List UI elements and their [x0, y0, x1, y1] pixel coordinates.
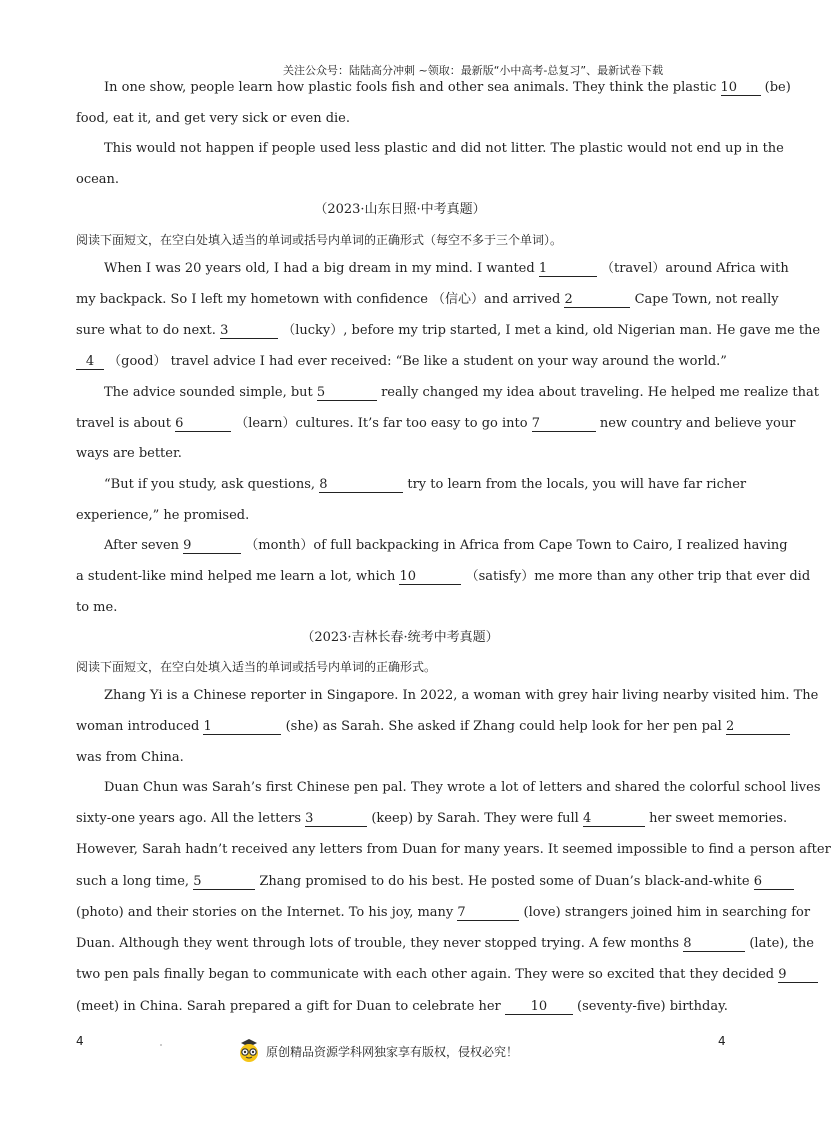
- paragraph-line: However, Sarah hadn’t received any letters from Duan for many years. It seemed impossible to find a person after: [76, 842, 831, 857]
- mascot-icon: [236, 1038, 262, 1065]
- answer-blank[interactable]: 7: [457, 906, 519, 921]
- decorative-dot: [160, 1044, 162, 1046]
- paragraph-line: such a long time, 5 Zhang promised to do his best. He posted some of Duan’s black-and-white 6: [76, 874, 724, 890]
- answer-blank[interactable]: 8: [319, 478, 403, 493]
- answer-blank[interactable]: 7: [532, 417, 596, 432]
- answer-blank[interactable]: 5: [317, 386, 377, 401]
- paragraph-line: Duan Chun was Sarah’s first Chinese pen pal. They wrote a lot of letters and shared the colorful school lives: [104, 780, 821, 795]
- paragraph-line: This would not happen if people used less plastic and did not litter. The plastic would not end up in the: [104, 141, 784, 156]
- paragraph-line: (photo) and their stories on the Internet. To his joy, many 7 (love) strangers joined him in searching for: [76, 905, 811, 920]
- page-header: 关注公众号：陆陆高分冲刺 ~领取：最新版“小中高考-总复习”、最新试卷下载: [283, 64, 664, 77]
- paragraph-line: ways are better.: [76, 446, 182, 461]
- paragraph-line: woman introduced 1 (she) as Sarah. She asked if Zhang could help look for her pen pal 2: [76, 719, 724, 735]
- section-title: （2023·山东日照·中考真题）: [314, 202, 486, 217]
- paragraph-line: two pen pals finally began to communicate with each other again. They were so excited that they decided 9: [76, 967, 724, 983]
- answer-blank[interactable]: 5: [193, 875, 255, 890]
- answer-blank[interactable]: 8: [683, 937, 745, 952]
- answer-blank[interactable]: 3: [220, 324, 278, 339]
- paragraph-line: In one show, people learn how plastic fools fish and other sea animals. They think the plastic 10 (be): [104, 80, 791, 95]
- section-title: （2023·吉林长春·统考中考真题）: [301, 630, 499, 645]
- paragraph-line: to me.: [76, 600, 118, 615]
- paragraph-line: travel is about 6 （learn）cultures. It’s far too easy to go into 7 new country and believe your: [76, 416, 796, 431]
- copyright-notice: 原创精品资源学科网独家享有版权，侵权必究！: [266, 1045, 519, 1059]
- section-instruction: 阅读下面短文，在空白处填入适当的单词或括号内单词的正确形式（每空不多于三个单词）。: [76, 233, 563, 247]
- paragraph-line: The advice sounded simple, but 5 really changed my idea about traveling. He helped me realize that: [104, 385, 819, 400]
- answer-blank[interactable]: 4: [583, 812, 645, 827]
- paragraph-line: my backpack. So I left my hometown with confidence （信心）and arrived 2 Cape Town, not really: [76, 292, 779, 307]
- page-number-left: 4: [76, 1034, 84, 1048]
- page-footer: [236, 1038, 518, 1065]
- page-number-right: 4: [718, 1034, 726, 1048]
- paragraph-line: Zhang Yi is a Chinese reporter in Singapore. In 2022, a woman with grey hair living nearby visited him. The: [104, 688, 819, 703]
- paragraph-line: ocean.: [76, 172, 120, 187]
- paragraph-line: sure what to do next. 3 （lucky）, before my trip started, I met a kind, old Nigerian man. He gave me the: [76, 323, 821, 338]
- paragraph-line: sixty-one years ago. All the letters 3 (keep) by Sarah. They were full 4 her sweet memories.: [76, 811, 788, 826]
- answer-blank[interactable]: 10: [505, 1000, 573, 1015]
- paragraph-line: After seven 9 （month）of full backpacking in Africa from Cape Town to Cairo, I realized having: [104, 538, 788, 553]
- paragraph-line: a student-like mind helped me learn a lot, which 10 （satisfy）me more than any other trip that ever did: [76, 569, 811, 584]
- answer-blank[interactable]: 4: [76, 355, 104, 370]
- answer-blank[interactable]: 10: [399, 570, 461, 585]
- paragraph-line: When I was 20 years old, I had a big dream in my mind. I wanted 1 （travel）around Africa with: [104, 261, 789, 276]
- paragraph-line: food, eat it, and get very sick or even die.: [76, 111, 351, 126]
- answer-blank[interactable]: 2: [564, 293, 630, 308]
- answer-blank[interactable]: 9: [778, 968, 818, 983]
- answer-blank[interactable]: 9: [183, 539, 241, 554]
- answer-blank[interactable]: 6: [175, 417, 231, 432]
- section-instruction: 阅读下面短文，在空白处填入适当的单词或括号内单词的正确形式。: [76, 660, 437, 674]
- paragraph-line: experience,” he promised.: [76, 508, 250, 523]
- paragraph-line: Duan. Although they went through lots of trouble, they never stopped trying. A few months 8 (late), the: [76, 936, 814, 951]
- answer-blank[interactable]: 10: [721, 81, 761, 96]
- paragraph-line: (meet) in China. Sarah prepared a gift for Duan to celebrate her 10 (seventy-five) birthday.: [76, 999, 728, 1014]
- answer-blank[interactable]: 2: [726, 720, 790, 735]
- paragraph-line: was from China.: [76, 750, 184, 765]
- answer-blank[interactable]: 3: [305, 812, 367, 827]
- paragraph-line: “But if you study, ask questions, 8 try to learn from the locals, you will have far richer: [104, 477, 747, 492]
- answer-blank[interactable]: 6: [754, 875, 794, 890]
- paragraph-line: 4 （good） travel advice I had ever received: “Be like a student on your way around the world.”: [76, 354, 724, 370]
- answer-blank[interactable]: 1: [539, 262, 597, 277]
- answer-blank[interactable]: 1: [203, 720, 281, 735]
